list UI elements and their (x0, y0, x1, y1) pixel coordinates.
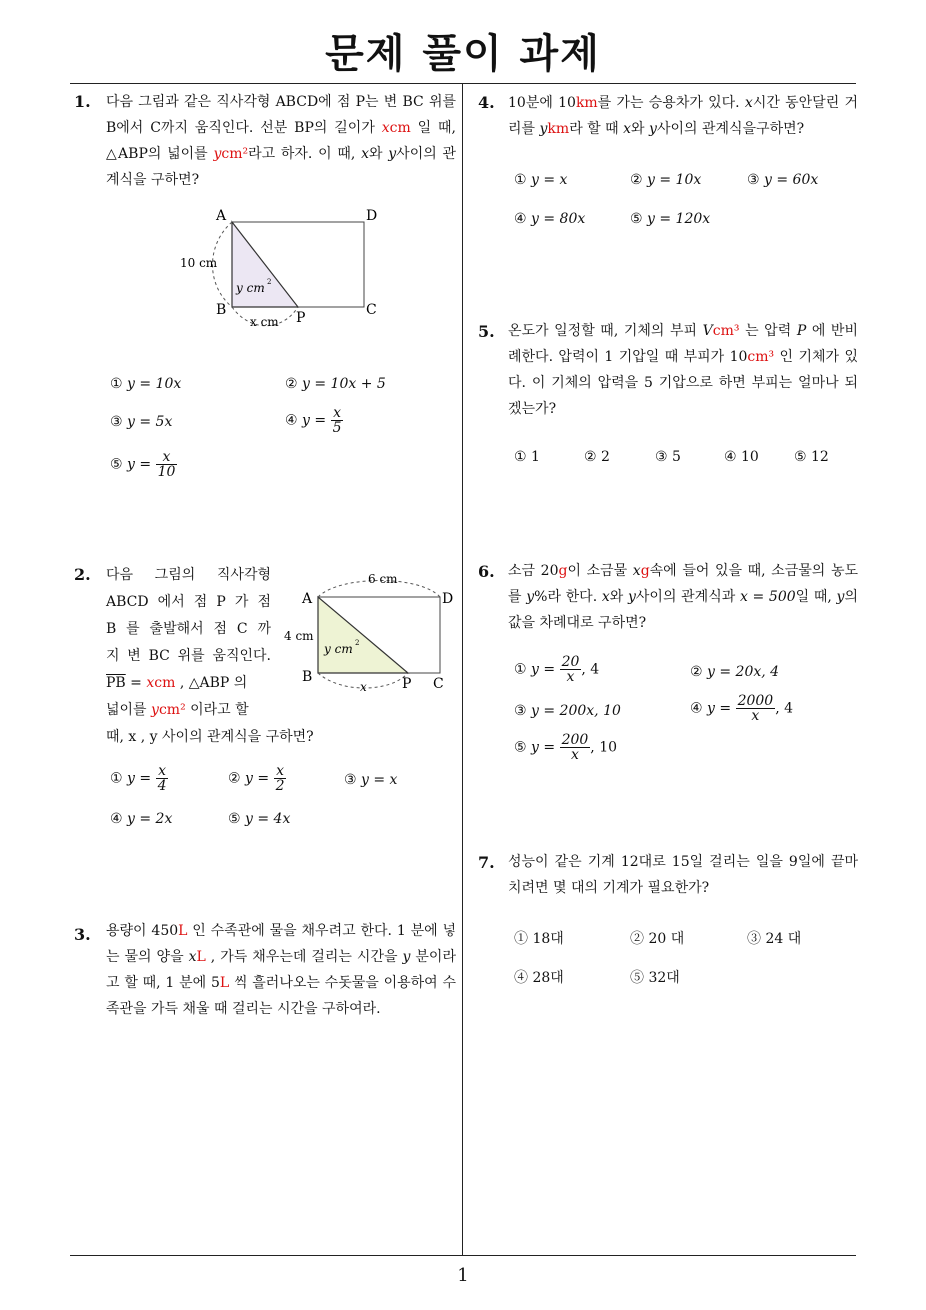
q5-choice-3[interactable]: ③ 5 (655, 449, 681, 465)
q2-choice-2[interactable]: ② y = $\frac{x}{2}$ (228, 763, 285, 794)
q1-side-length: 10 cm (180, 256, 218, 270)
q1-figure (170, 200, 400, 335)
q2-text: 다음 그림의 직사각형 ABCD 에서 점 P 가 점 B 를 출발해서 점 C 까 지 변 BC 위를 움직인다. $\overline{PB}$ = xcm , △ABP 의 넓이를 ycm² 이라고 할 때, x , y 사이의 관계식을 구하면? (106, 567, 314, 745)
q1-area-label: y cm (236, 281, 265, 295)
q6-choice-2[interactable]: ② y = 20x, 4 (690, 664, 780, 680)
q7-choice-2[interactable]: ② 20 대 (630, 931, 685, 947)
q3-text: 용량이 450L 인 수족관에 물을 채우려고 한다. 1 분에 넣는 물의 양을 xL , 가득 채우는데 걸리는 시간을 y 분이라고 할 때, 1 분에 5L 씩 흘러나오는 수돗물을 이용하여 수족관을 가득 채울 때 걸리는 시간을 구하여라. (106, 923, 457, 1017)
q1-choice-3[interactable]: ③ y = 5x (110, 414, 173, 430)
q2-area-exponent: 2 (355, 639, 360, 647)
q2-label-a: A (302, 591, 313, 607)
q2-choice-3[interactable]: ③ y = x (344, 772, 398, 788)
q2-figure (280, 565, 460, 695)
q6-choice-3[interactable]: ③ y = 200x, 10 (514, 703, 621, 719)
q6-choice-4[interactable]: ④ y = $\frac{2000}{x}$ , 4 (690, 693, 794, 724)
q6-choice-1[interactable]: ① y = $\frac{20}{x}$ , 4 (514, 654, 600, 685)
q7-choice-1[interactable]: ① 18대 (514, 931, 564, 947)
q4-choice-4[interactable]: ④ y = 80x (514, 211, 586, 227)
q6-text: 소금 20g이 소금물 xg속에 들어 있을 때, 소금물의 농도를 y%라 한다. x와 y사이의 관계식과 x = 500일 때, y의 값을 차례대로 구하면? (508, 563, 858, 631)
q2-label-b: B (302, 669, 313, 685)
q6-choice-5[interactable]: ⑤ y = $\frac{200}{x}$ , 10 (514, 732, 618, 763)
q2-choice-5[interactable]: ⑤ y = 4x (228, 811, 291, 827)
q1-label-c: C (366, 302, 377, 318)
q2-label-c: C (433, 676, 444, 692)
q4-choice-3[interactable]: ③ y = 60x (747, 172, 819, 188)
q1-text: 다음 그림과 같은 직사각형 ABCD에 점 P는 변 BC 위를 B에서 C까지 움직인다. 선분 BP의 길이가 xcm 일 때, △ABP의 넓이를 ycm²라고 하자. 이 때, x와 y사이의 관계식을 구하면? (106, 94, 456, 188)
q2-area-label: y cm (324, 642, 353, 656)
q4-choice-1[interactable]: ① y = x (514, 172, 568, 188)
q1-area-exponent: 2 (267, 278, 272, 286)
q1-choice-5[interactable]: ⑤ y = $\frac{x}{10}$ (110, 449, 176, 480)
q7-text: 성능이 같은 기계 12대로 15일 걸리는 일을 9일에 끝마치려면 몇 대의 기계가 필요한가? (508, 854, 858, 896)
q1-choice-2[interactable]: ② y = 10x + 5 (285, 376, 386, 392)
q4-choice-5[interactable]: ⑤ y = 120x (630, 211, 711, 227)
q1-number: 1. (74, 92, 91, 111)
q2-top-length: 6 cm (368, 572, 398, 586)
q2-triangle (318, 597, 408, 673)
page-title: 문제 풀이 과제 (325, 31, 601, 77)
q6-number: 6. (478, 562, 495, 581)
q5-text: 온도가 일정할 때, 기체의 부피 Vcm³ 는 압력 P 에 반비례한다. 압력이 1 기압일 때 부피가 10cm³ 인 기체가 있다. 이 기체의 압력을 5 기압으로 하면 부피는 얼마나 되겠는가? (508, 323, 858, 417)
page-number: 1 (457, 1265, 469, 1286)
q1-bottom-length: x cm (250, 315, 279, 329)
q5-choice-2[interactable]: ② 2 (584, 449, 610, 465)
bottom-divider (70, 1255, 856, 1256)
q2-choice-4[interactable]: ④ y = 2x (110, 811, 173, 827)
q7-choice-5[interactable]: ⑤ 32대 (630, 970, 680, 986)
q1-label-p: P (296, 310, 306, 326)
top-divider (70, 83, 856, 84)
q3-number: 3. (74, 925, 91, 944)
q1-choice-4[interactable]: ④ y = $\frac{x}{5}$ (285, 405, 342, 436)
q2-label-d: D (442, 591, 454, 607)
q2-label-p: P (402, 676, 412, 692)
q4-choice-2[interactable]: ② y = 10x (630, 172, 702, 188)
q4-text: 10분에 10km를 가는 승용차가 있다. x시간 동안달린 거리를 ykm라 할 때 x와 y사이의 관계식을구하면? (508, 95, 858, 137)
q1-choice-1[interactable]: ① y = 10x (110, 376, 182, 392)
q1-label-d: D (366, 208, 378, 224)
q2-bottom-length: x (360, 680, 367, 694)
q5-number: 5. (478, 322, 495, 341)
q2-side-length: 4 cm (284, 629, 314, 643)
q1-label-b: B (216, 302, 227, 318)
q5-choice-5[interactable]: ⑤ 12 (794, 449, 829, 465)
q2-choice-1[interactable]: ① y = $\frac{x}{4}$ (110, 763, 167, 794)
q5-choice-1[interactable]: ① 1 (514, 449, 540, 465)
q1-label-a: A (216, 208, 227, 224)
q4-number: 4. (478, 93, 495, 112)
q5-choice-4[interactable]: ④ 10 (724, 449, 759, 465)
q7-choice-4[interactable]: ④ 28대 (514, 970, 564, 986)
q2-number: 2. (74, 565, 91, 584)
q7-number: 7. (478, 853, 495, 872)
q7-choice-3[interactable]: ③ 24 대 (747, 931, 802, 947)
